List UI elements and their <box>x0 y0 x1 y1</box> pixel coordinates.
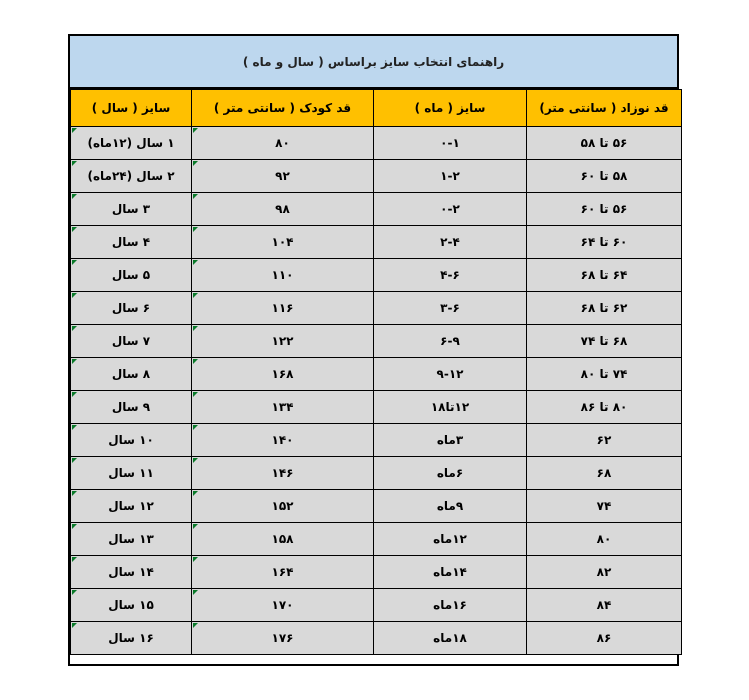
cell-size-year: ۱۰ سال <box>71 424 192 457</box>
cell-newborn-height: ۸۰ <box>527 523 682 556</box>
cell-size-month: ۲-۴ <box>374 226 527 259</box>
table-row <box>71 556 682 589</box>
cell-size-year: ۷ سال <box>71 325 192 358</box>
cell-size-year: ۱۶ سال <box>71 622 192 655</box>
cell-size-year: ۱۲ سال <box>71 490 192 523</box>
header-row <box>71 90 682 127</box>
table-row <box>71 358 682 391</box>
cell-child-height: ۱۳۴ <box>192 391 374 424</box>
cell-size-month: ۱۸ماه <box>374 622 527 655</box>
cell-size-month: ۹-۱۲ <box>374 358 527 391</box>
table-row <box>71 391 682 424</box>
cell-newborn-height: ۷۴ تا ۸۰ <box>527 358 682 391</box>
header-child-height: قد کودک ( سانتی متر ) <box>192 90 374 127</box>
table-row <box>71 292 682 325</box>
table-row <box>71 490 682 523</box>
header-newborn-height: قد نوزاد ( سانتی متر) <box>527 90 682 127</box>
cell-size-month: ۰-۲ <box>374 193 527 226</box>
cell-size-year: ۳ سال <box>71 193 192 226</box>
cell-newborn-height: ۸۶ <box>527 622 682 655</box>
cell-newborn-height: ۶۴ تا ۶۸ <box>527 259 682 292</box>
header-size-month: سایز ( ماه ) <box>374 90 527 127</box>
cell-size-year: ۴ سال <box>71 226 192 259</box>
cell-child-height: ۱۵۸ <box>192 523 374 556</box>
cell-size-year: ۶ سال <box>71 292 192 325</box>
cell-size-year: ۱ سال (۱۲ماه) <box>71 127 192 160</box>
table-row <box>71 193 682 226</box>
table-row <box>71 226 682 259</box>
cell-newborn-height: ۷۴ <box>527 490 682 523</box>
cell-size-year: ۲ سال (۲۴ماه) <box>71 160 192 193</box>
cell-child-height: ۱۰۴ <box>192 226 374 259</box>
cell-child-height: ۱۶۴ <box>192 556 374 589</box>
cell-child-height: ۱۲۲ <box>192 325 374 358</box>
cell-size-month: ۱-۲ <box>374 160 527 193</box>
cell-child-height: ۱۶۸ <box>192 358 374 391</box>
table-row <box>71 127 682 160</box>
table-row <box>71 259 682 292</box>
table-row <box>71 589 682 622</box>
cell-child-height: ۱۴۶ <box>192 457 374 490</box>
cell-child-height: ۱۵۲ <box>192 490 374 523</box>
cell-size-month: ۶-۹ <box>374 325 527 358</box>
cell-newborn-height: ۸۲ <box>527 556 682 589</box>
cell-size-year: ۱۴ سال <box>71 556 192 589</box>
cell-newborn-height: ۵۶ تا ۶۰ <box>527 193 682 226</box>
cell-size-year: ۱۱ سال <box>71 457 192 490</box>
cell-size-month: ۱۶ماه <box>374 589 527 622</box>
table-row <box>71 424 682 457</box>
size-guide-table-container <box>68 34 679 666</box>
header-size-year: سایز ( سال ) <box>71 90 192 127</box>
table-row <box>71 622 682 655</box>
cell-child-height: ۹۸ <box>192 193 374 226</box>
cell-newborn-height: ۶۸ <box>527 457 682 490</box>
cell-child-height: ۱۱۶ <box>192 292 374 325</box>
cell-size-year: ۹ سال <box>71 391 192 424</box>
cell-newborn-height: ۶۲ تا ۶۸ <box>527 292 682 325</box>
cell-size-month: ۱۴ماه <box>374 556 527 589</box>
cell-child-height: ۱۷۰ <box>192 589 374 622</box>
cell-newborn-height: ۸۴ <box>527 589 682 622</box>
cell-size-month: ۶ماه <box>374 457 527 490</box>
cell-size-month: ۳ماه <box>374 424 527 457</box>
cell-size-month: ۴-۶ <box>374 259 527 292</box>
cell-size-month: ۰-۱ <box>374 127 527 160</box>
cell-size-month: ۳-۶ <box>374 292 527 325</box>
cell-child-height: ۸۰ <box>192 127 374 160</box>
cell-newborn-height: ۶۲ <box>527 424 682 457</box>
cell-child-height: ۱۷۶ <box>192 622 374 655</box>
table-row <box>71 160 682 193</box>
table-title: راهنمای انتخاب سایز براساس ( سال و ماه ) <box>70 36 677 89</box>
table-row <box>71 325 682 358</box>
cell-newborn-height: ۶۰ تا ۶۴ <box>527 226 682 259</box>
cell-newborn-height: ۵۸ تا ۶۰ <box>527 160 682 193</box>
cell-size-year: ۱۵ سال <box>71 589 192 622</box>
cell-size-year: ۸ سال <box>71 358 192 391</box>
cell-size-year: ۱۳ سال <box>71 523 192 556</box>
cell-size-year: ۵ سال <box>71 259 192 292</box>
cell-newborn-height: ۵۶ تا ۵۸ <box>527 127 682 160</box>
cell-child-height: ۱۱۰ <box>192 259 374 292</box>
cell-size-month: ۱۲ماه <box>374 523 527 556</box>
cell-size-month: ۹ماه <box>374 490 527 523</box>
table-row <box>71 523 682 556</box>
cell-size-month: ۱۲تا۱۸ <box>374 391 527 424</box>
cell-newborn-height: ۶۸ تا ۷۴ <box>527 325 682 358</box>
cell-newborn-height: ۸۰ تا ۸۶ <box>527 391 682 424</box>
table-row <box>71 457 682 490</box>
cell-child-height: ۹۲ <box>192 160 374 193</box>
cell-child-height: ۱۴۰ <box>192 424 374 457</box>
size-guide-table <box>70 89 682 655</box>
